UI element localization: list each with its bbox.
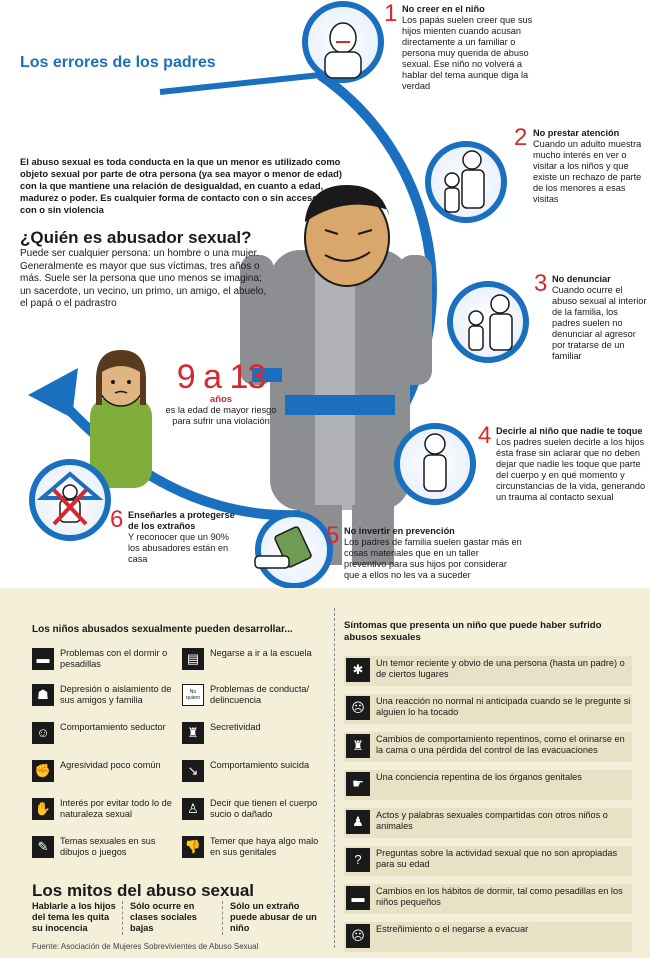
error-6-text: Y reconocer que un 90% los abusadores están en casa: [128, 532, 229, 564]
right-column-heading: Síntomas que presenta un niño que puede haber sufrido abusos sexuales: [344, 620, 602, 643]
info-panel: [0, 588, 650, 958]
kids-icon: ♟: [346, 810, 370, 834]
symptom-row: ▬ Cambios en los hábitos de dormir, tal como pesadillas en los niños pequeños: [344, 884, 632, 914]
error-6-title: Enseñarles a protegerse de los extraños: [128, 510, 235, 531]
list-item: ♙ Decir que tienen el cuerpo sucio o dañado: [182, 798, 328, 820]
error-6-block: [128, 510, 243, 565]
drawing-icon: ✎: [32, 836, 54, 858]
quien-text: Puede ser cualquier persona: un hombre o una mujer. Generalmente es mayor que sus víctimas, tres años o más. Suele ser la persona que uno menos se imagina; un sacerdote, un vecino, un primo, un amigo, el abuelo, el papá o el padrastro: [20, 248, 267, 309]
age-range: 9 a 13: [176, 358, 266, 396]
error-5-block: [344, 526, 522, 581]
error-4-title: Decirle al niño que nadie te toque: [496, 426, 643, 436]
quien-heading: ¿Quién es abusador sexual?: [20, 228, 252, 247]
symptom-row: ♟ Actos y palabras sexuales compartidas con otros niños o animales: [344, 808, 632, 838]
myth-divider: [122, 901, 123, 935]
error-6-number: 6: [110, 506, 124, 533]
myth-item: Sólo ocurre en clases sociales bajas: [130, 901, 197, 933]
error-2-number: 2: [514, 124, 528, 151]
list-item: ☺ Comportamiento seductor: [32, 722, 178, 744]
speech-icon: No quiero: [182, 684, 204, 706]
symptom-row: ☛ Una conciencia repentina de los órganos genitales: [344, 770, 632, 800]
myth-divider: [222, 901, 223, 935]
error-4-number: 4: [478, 422, 492, 449]
error-3-block: [552, 274, 648, 362]
age-description: es la edad de mayor riesgo para sufrir una violación: [165, 405, 277, 426]
page-title: Los errores de los padres: [20, 54, 216, 71]
age-unit: años: [209, 394, 233, 405]
error-4-circle: [397, 426, 473, 502]
error-2-block: [533, 128, 648, 205]
smile-icon: ☺: [32, 722, 54, 744]
error-3-text: Cuando ocurre el abuso sexual al interior de la familia, los padres suelen no denunciar al agresor por tratarse de un familiar: [552, 285, 647, 361]
surprised-face-icon: ☹: [346, 696, 370, 720]
myth-item: Hablarle a los hijos del tema les quita su inocencia: [32, 901, 116, 933]
error-5-title: No invertir en prevención: [344, 526, 455, 536]
arrow-head-icon: [28, 368, 78, 418]
error-4-block: [496, 426, 648, 503]
bed-icon: ▬: [32, 648, 54, 670]
error-2-circle: [428, 144, 504, 220]
symptom-row: ♜ Cambios de comportamiento repentinos, como el orinarse en la cama o una pérdida del control de las evacuaciones: [344, 732, 632, 762]
list-item: ✊ Agresividad poco común: [32, 760, 178, 782]
hand-icon: ☛: [346, 772, 370, 796]
error-1-circle: [305, 4, 381, 80]
toilet-icon: ♜: [346, 734, 370, 758]
error-5-circle: [255, 514, 330, 586]
list-item: ♜ Secretividad: [182, 722, 328, 744]
thumbs-down-icon: 👎: [182, 836, 204, 858]
title-connector: [160, 75, 320, 92]
list-item: ▤ Negarse a ir a la escuela: [182, 648, 328, 670]
error-2-title: No prestar atención: [533, 128, 620, 138]
error-6-circle: [32, 462, 108, 538]
age-risk-block: [160, 360, 282, 427]
error-1-block: [402, 4, 542, 92]
symptom-row: ☹ Estreñimiento o el negarse a evacuar: [344, 922, 632, 952]
list-item: 👎 Temer que haya algo malo en sus genitales: [182, 836, 328, 858]
list-item: No quiero Problemas de conducta/ delincuencia: [182, 684, 328, 706]
sleep-icon: ▬: [346, 886, 370, 910]
error-1-number: 1: [384, 0, 398, 27]
list-item: ✋ Interés por evitar todo lo de naturaleza sexual: [32, 798, 178, 820]
error-5-number: 5: [326, 522, 340, 549]
error-1-text: Los papás suelen creer que sus hijos mienten cuando acusan directamente a un familiar o persona muy querida de abuso sexual. Ese niño no volverá a hablar del tema aunque diga la verdad: [402, 15, 533, 91]
symptom-row: ? Preguntas sobre la actividad sexual que no son apropiadas para su edad: [344, 846, 632, 876]
knife-icon: ↘: [182, 760, 204, 782]
left-column-heading: Los niños abusados sexualmente pueden desarrollar...: [32, 624, 293, 635]
intro-paragraph: El abuso sexual es toda conducta en la que un menor es utilizado como objeto sexual por parte de otra persona (ya sea mayor o menor de edad) con la que mantiene una relación de desigualdad, en cuanto a edad, madurez o poder. Es cualquier forma de contacto con o sin acceso carnal, con o sin violencia: [20, 156, 351, 215]
error-2-text: Cuando un adulto muestra mucho interés en ver o visitar a los niños y que existe un rechazo de parte de los menores a esas visitas: [533, 139, 642, 204]
error-3-title: No denunciar: [552, 274, 611, 284]
symptom-row: ✱ Un temor reciente y obvio de una persona (hasta un padre) o de ciertos lugares: [344, 656, 632, 686]
error-5-text: Los padres de familia suelen gastar más en cosas materiales que en un taller preventivo para sus hijos por considerar que a ellos no les va a suceder: [344, 537, 522, 580]
people-icon: ☗: [32, 684, 54, 706]
list-item: ☗ Depresión o aislamiento de sus amigos y familia: [32, 684, 178, 706]
source-note: Fuente: Asociación de Mujeres Sobrevivientes de Abuso Sexual: [32, 942, 259, 951]
list-item: ▬ Problemas con el dormir o pesadillas: [32, 648, 178, 670]
fist-icon: ✊: [32, 760, 54, 782]
error-3-circle: [450, 284, 526, 360]
myths-heading: Los mitos del abuso sexual: [32, 881, 255, 900]
error-1-title: No creer en el niño: [402, 4, 485, 14]
myth-item: Sólo un extraño puede abusar de un niño: [230, 901, 317, 933]
secret-icon: ♜: [182, 722, 204, 744]
girl-figure-icon: [90, 350, 152, 488]
book-icon: ▤: [182, 648, 204, 670]
list-item: ✎ Temas sexuales en sus dibujos o juegos: [32, 836, 178, 858]
bug-icon: ✱: [346, 658, 370, 682]
error-4-text: Los padres suelen decirle a los hijos ésta frase sin aclarar que no deben dejar que nadie les toque que parte del cuerpo y en qué momento y circunstancias de la vida, generando un trauma al contacto sexual: [496, 437, 646, 502]
question-icon: ?: [346, 848, 370, 872]
no-touch-icon: ✋: [32, 798, 54, 820]
column-divider: [334, 608, 335, 948]
body-icon: ♙: [182, 798, 204, 820]
list-item: ↘ Comportamiento suicida: [182, 760, 328, 782]
error-3-number: 3: [534, 270, 548, 297]
symptom-row: ☹ Una reacción no normal ni anticipada cuando se le pregunte si alguien lo ha tocado: [344, 694, 632, 724]
sad-face-icon: ☹: [346, 924, 370, 948]
